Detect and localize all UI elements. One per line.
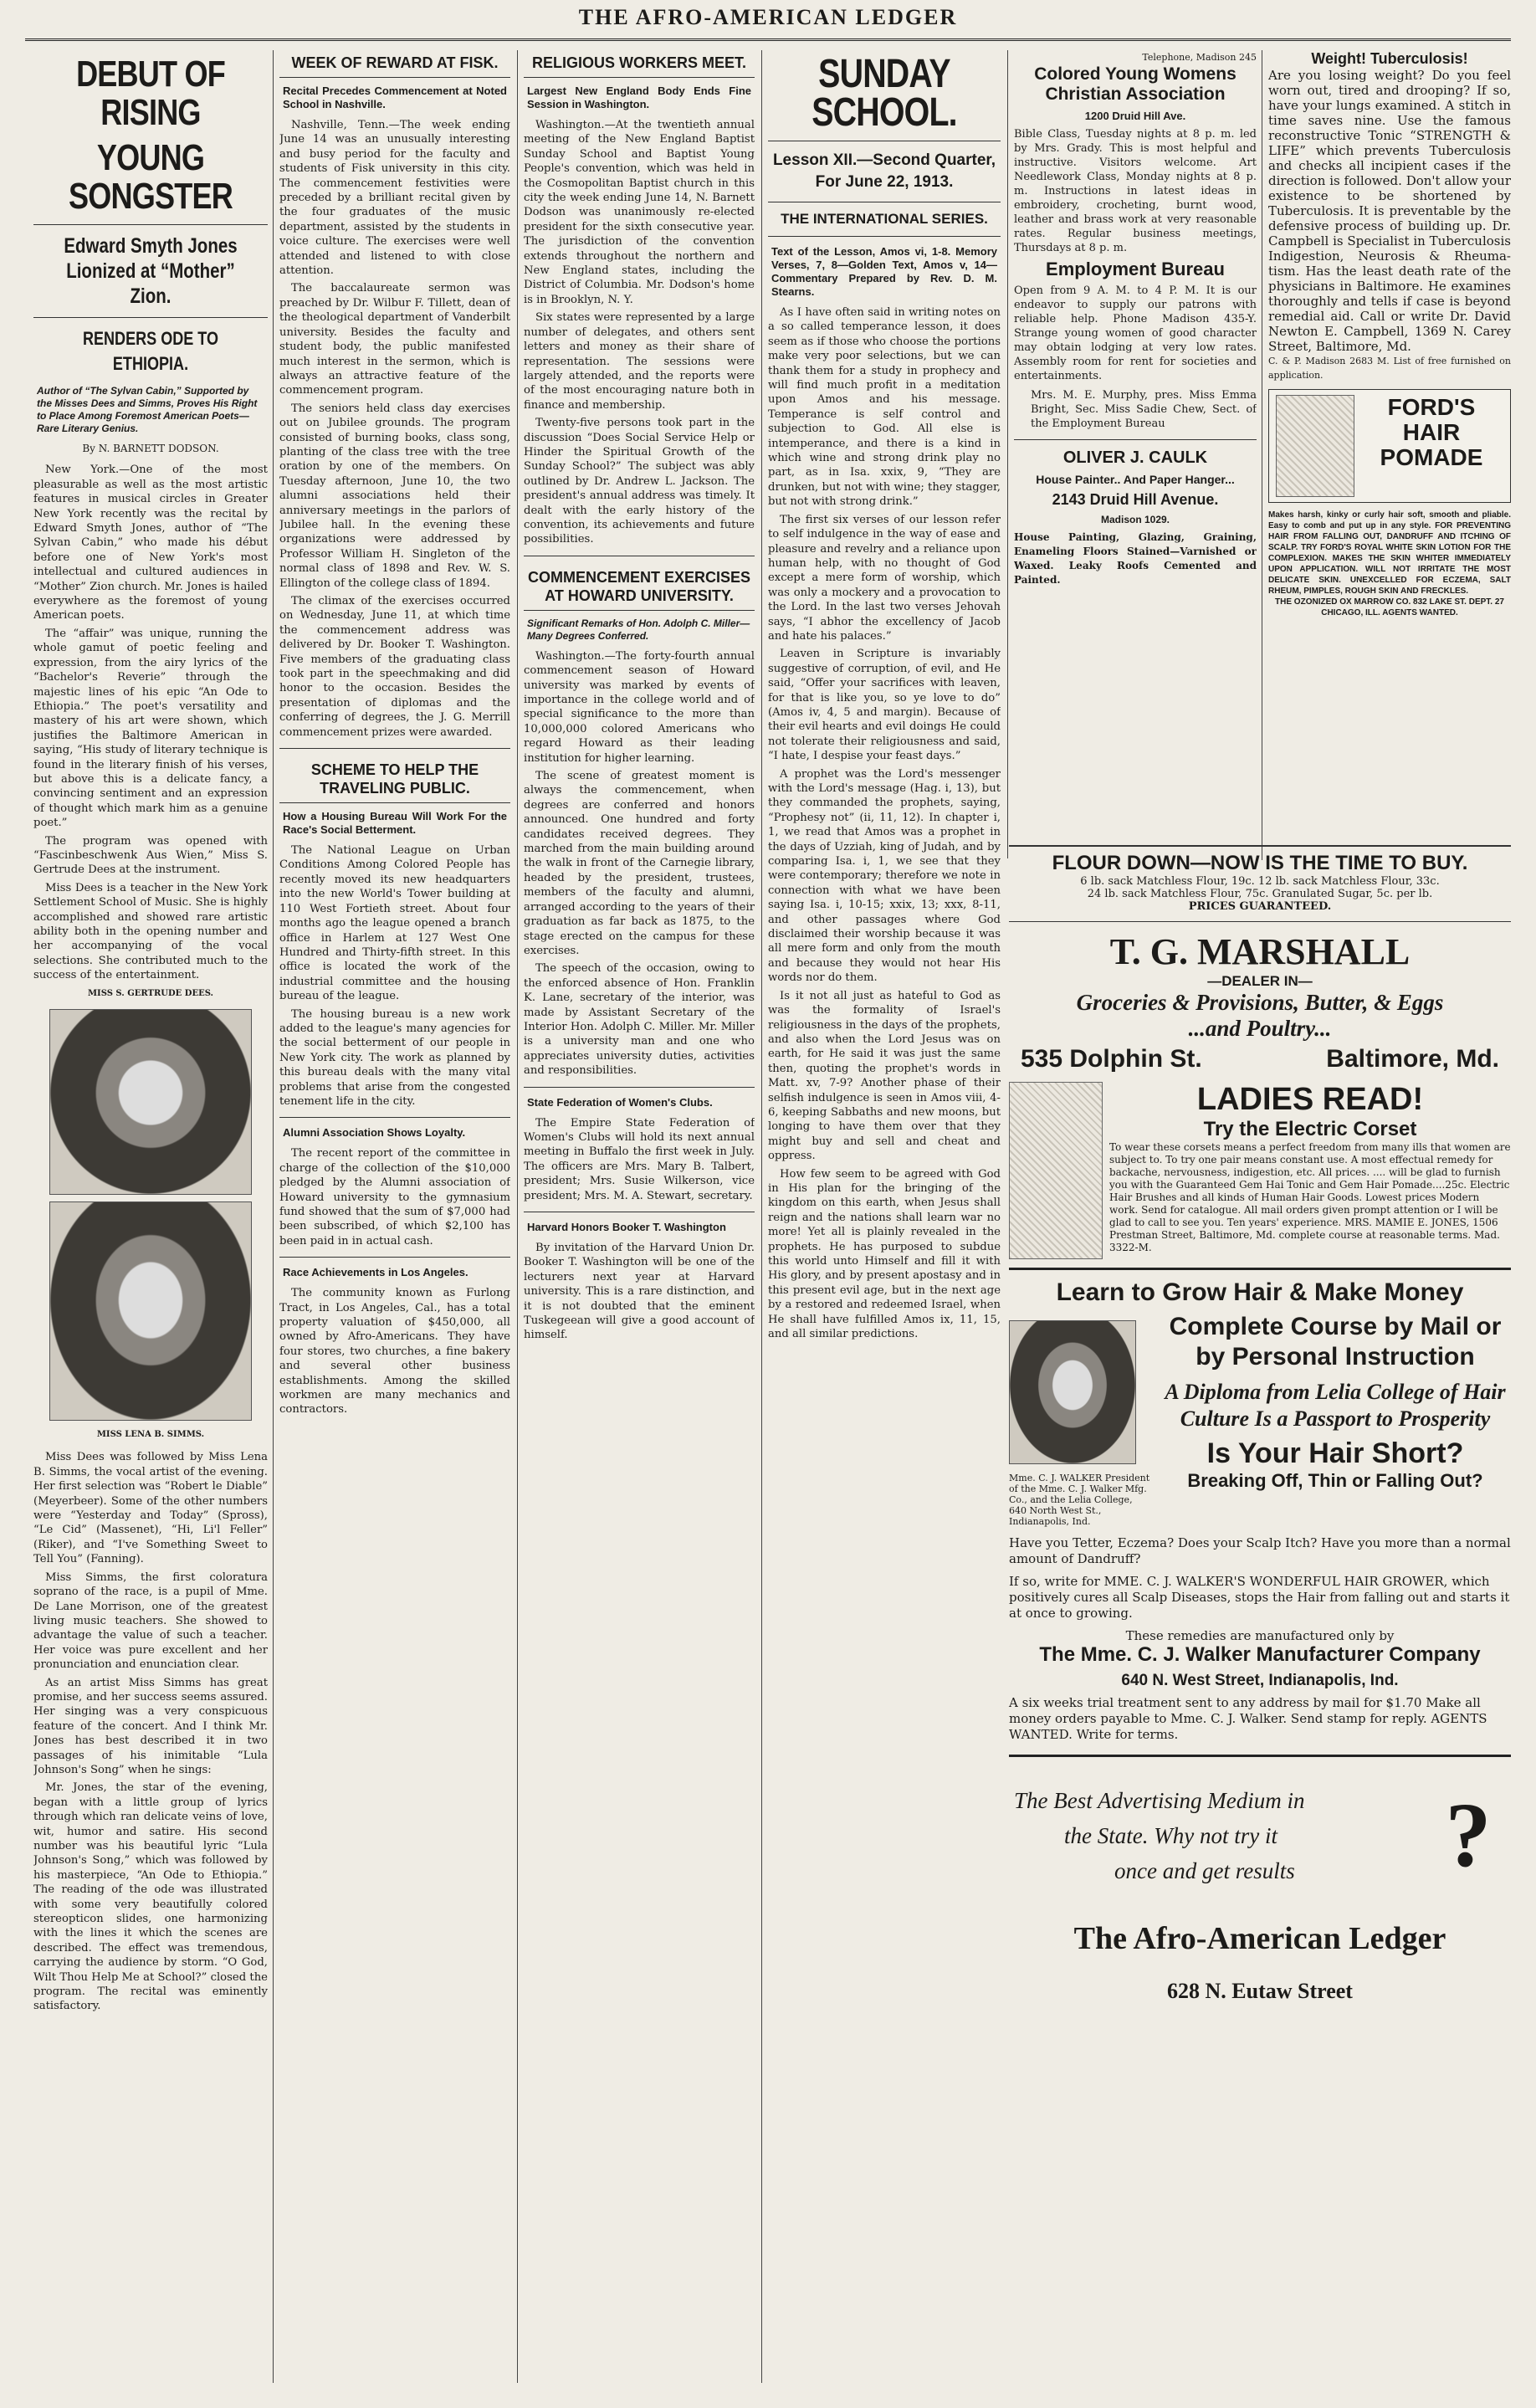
- article-paragraph: New York.—One of the most pleasurable as well as the most artistic features in musical circles in Greater New York recently was the recital by Edward Smyth Jones, author of “The Sylvan Cabin,” who made his début before one of New York's most intellectual and cultured audiences in “Mother” Zion church. Mr. Jones is hailed everywhere as the foremost of young American poets.: [33, 464, 268, 622]
- article-deck: State Federation of Women's Clubs.: [527, 1095, 713, 1109]
- article-paragraph: By invitation of the Harvard Union Dr. Booker T. Washington will be one of the lecturers next year at Harvard university. This is a rare distinction, and it is not doubted that the eminent Tuskegeean will give a good account of himself.: [524, 1242, 755, 1342]
- article-paragraph: Miss Dees was followed by Miss Lena B. Simms, the vocal artist of the evening. Her first selection was “Robert le Diable” (Meyerbeer). Some of the other numbers were “Yesterday and Today” (Spross), “Le Cid” (Massenet), “Hi, Li'l Feller” (Riker), and “I've Something Sweet to Tell You” (Fanning).: [33, 1451, 268, 1566]
- walker-company: The Mme. C. J. Walker Manufacturer Company: [1039, 1643, 1481, 1666]
- article-deck: How a Housing Bureau Will Work For the Race's Social Betterment.: [283, 810, 507, 837]
- advertising-line: once and get results: [1114, 1857, 1295, 1883]
- lesson-line: Lesson XII.—Second Quarter, For June 22, 1913.: [772, 151, 996, 191]
- walker-portrait-photo: [1009, 1320, 1136, 1464]
- walker-course: Complete Course by Mail or by Personal Instruction: [1169, 1313, 1502, 1371]
- marshall-dealer: —DEALER IN—: [1207, 973, 1313, 989]
- ywca-phone: Telephone, Madison 245: [1142, 52, 1257, 63]
- article-paragraph: The program was opened with “Fascinbeschwenk Aus Wien,” Miss S. Gertrude Dees at the instrument.: [33, 834, 268, 877]
- column-5-ads: [1014, 50, 1257, 850]
- headline-religious-workers: RELIGIOUS WORKERS MEET.: [524, 50, 755, 78]
- article-deck: Race Achievements in Los Angeles.: [283, 1266, 468, 1279]
- divider: [279, 1257, 510, 1258]
- caulk-phone: Madison 1029.: [1100, 514, 1170, 526]
- corset-title: LADIES READ!: [1196, 1082, 1424, 1117]
- tuberculosis-title: Weight! Tuberculosis!: [1311, 50, 1468, 67]
- article-paragraph: As an artist Miss Simms has great promise, and her success seems assured. Her singing was a very conspicuous feature of the concert. And I think Mr. Jones has best described it in two passages of his inimitable “Lula Johnson's Song” when he sings:: [33, 1676, 268, 1776]
- advertising-ad: [1009, 1765, 1511, 1905]
- article-paragraph: Washington.—The forty-fourth annual commencement season of Howard university was marked by events of importance in the college world and of special significance to the more than 10,000,000 colored Americans who regard Howard as their leading institution for higher learning.: [524, 649, 755, 765]
- walker-portrait-block: [1009, 1312, 1151, 1527]
- article-paragraph: Mr. Jones, the star of the evening, began with a little group of lyrics through which ran delicate veins of love, wit, humor and satire. His second number was his beautiful lyric “Lula Johnson's Song,” which was followed by his masterpiece, “An Ode to Ethiopia.” The reading of the ode was illustrated with some very beautifully colored stereopticon slides, one harmonizing with the lines it which the scenes are described. The effect was tremendous, carrying the audience by storm. “O God, Wilt Thou Help Me at School?” closed the program. The recital was eminently satisfactory.: [33, 1781, 268, 2013]
- article-paragraph: The housing bureau is a new work added to the league's many agencies for the social betterment of our people in New York city. The work as planned by this bureau deals with the many vital problems that arise from the congested tenement life in the city.: [279, 1007, 510, 1108]
- article-deck: Largest New England Body Ends Fine Session in Washington.: [527, 85, 751, 110]
- divider: [1009, 1755, 1511, 1757]
- marshall-address-row: [1009, 1042, 1511, 1077]
- lesson-text: Text of the Lesson, Amos vi, 1-8. Memory Verses, 7, 8—Golden Text, Amos v, 14—Commentary Prepared by Rev. D. M. Stearns.: [771, 245, 997, 298]
- article-paragraph: The speech of the occasion, owing to the enforced absence of Hon. Franklin K. Lane, secretary of the interior, was made by Assistant Secretary of the Interior Hon. Adolph C. Miller. Mr. Miller is a university man and one who appreciates university duties, activities and responsibilities.: [524, 962, 755, 1078]
- tuberculosis-body: Are you losing weight? Do you feel worn out, tired and drooping? If so, have your lungs examined. A stitch in time saves nine. Use the famous reconstructive Tonic “STRENGTH & LIFE” which prevents Tuberculosis and checks all incipient cases if the direction is followed. Don't allow your existence to be shortened by Tuberculosis. It is preventable by the defensive process of building up. Dr. Campbell is Specialist in Tuberculosis Indigestion, Neurosis & Rheuma-tism. Has the least death rate of the physicians in Baltimore. He examines thoroughly and tells if case is beyond remedial aid. Call or write Dr. David Newton E. Campbell, 1369 N. Carey Street, Baltimore, Md.: [1268, 68, 1511, 354]
- fords-pomade-ad: [1268, 389, 1511, 503]
- headline-fisk: WEEK OF REWARD AT FISK.: [279, 50, 510, 78]
- flour-line: 24 lb. sack Matchless Flour, 75c. Granulated Sugar, 5c. per lb.: [1087, 888, 1433, 900]
- caulk-name: OLIVER J. CAULK: [1062, 448, 1208, 468]
- caulk-body: House Painting, Glazing, Graining, Enameling Floors Stained—Varnished or Waxed. Leaky Roofs Cemented and Painted.: [1014, 531, 1257, 587]
- column-4: [768, 50, 1001, 2388]
- marshall-name: T. G. MARSHALL: [1109, 931, 1411, 972]
- article-paragraph: As I have often said in writing notes on a so called temperance lesson, it does seem as if those who choose the portions make very poor selections, but we can thank them for a study in prophecy and will find much profit in a meditation upon Amos and his message. Temperance is self control and subjection to God. All else is intemperance, and there is a kind in which wine and strong drink play no part, as in Isa. xxix, 9, “They are drunken, but not with wine; they stagger, but not with strong drink.”: [768, 306, 1001, 509]
- fords-body: Makes harsh, kinky or curly hair soft, smooth and pliable. Easy to comb and put up in any style. FOR PREVENTING HAIR FROM FALLING OUT, DANDRUFF AND ITCHING OF SCALP. TRY FORD'S ROYAL WHITE SKIN LOTION FOR THE COMPLEXION. MAKES THE SKIN WHITER IMMEDIATELY UPON APPLICATION. WILL NOT IRRITATE THE MOST DELICATE SKIN. UNEXCELLED FOR ECZEMA, SALT RHEUM, PIMPLES, ROUGH SKIN AND FRECKLES.: [1268, 510, 1511, 596]
- question-mark-glyph: ?: [1445, 1784, 1492, 1886]
- marshall-address: 535 Dolphin St.: [1021, 1045, 1202, 1073]
- article-paragraph: The baccalaureate sermon was preached by Dr. Wilbur F. Tillett, dean of the theological department of Vanderbilt university. Besides the faculty and student body, the public manifested much interest in the sermon, which is always an attractive feature of the commencement program.: [279, 282, 510, 397]
- article-paragraph: The community known as Furlong Tract, in Los Angeles, Cal., has a total property valuation of $450,000, all owned by Afro-Americans. They have four stores, two churches, a fine bakery and several other business establishments. Among the skilled workmen are many mechanics and contractors.: [279, 1287, 510, 1417]
- caulk-trade: House Painter.. And Paper Hanger...: [1036, 473, 1235, 487]
- divider: [524, 1087, 755, 1088]
- walker-if: If so, write for MME. C. J. WALKER'S WONDERFUL HAIR GROWER, which positively cures all Scalp Diseases, stops the Hair from falling out and starts it at once to growing.: [1009, 1574, 1510, 1621]
- article-paragraph: Miss Dees is a teacher in the New York Settlement School of Music. She is highly accomplished and showed rare artistic ability both in the opening number and her accompanying of the vocal selections. She contributed much to the success of the entertainment.: [33, 881, 268, 982]
- corset-ad: [1009, 1082, 1511, 1259]
- flour-title: FLOUR DOWN—NOW IS THE TIME TO BUY.: [1052, 852, 1468, 874]
- headline-howard-commencement: COMMENCEMENT EXERCISES AT HOWARD UNIVERSITY.: [524, 565, 755, 611]
- walker-diploma: A Diploma from Lelia College of Hair Culture Is a Passport to Prosperity: [1165, 1380, 1506, 1431]
- walker-trial: A six weeks trial treatment sent to any address by mail for $1.70 Make all money orders payable to Mme. C. J. Walker. Send stamp for reply. AGENTS WANTED. Write for terms.: [1009, 1695, 1487, 1742]
- fords-title: FORD'S HAIR POMADE: [1380, 394, 1483, 470]
- ywca-address: 1200 Druid Hill Ave.: [1084, 110, 1186, 123]
- article-paragraph: Is it not all just as hateful to God as was the formality of Israel's religiousness in the days of the prophets, and also when the Lord Jesus was on earth, for He said it was just the same then, quoting the prophet's words in Matt. xv, 7-9? Another phase of their selfish indulgence is seen in Amos viii, 4-6, keeping Sabbaths and new moons, but longing to have them over that they might buy and sell and cheat and oppress.: [768, 989, 1001, 1163]
- article-paragraph: Leaven in Scripture is invariably suggestive of corruption, of evil, and He said, “Offer your sacrifices with leaven, for that is like you, so ye love to do” (Amos iv, 4, 5 and margin). Because of their evil hearts and evil doings He could not tolerate their religiousness and said, “I hate, I despise your feast days.”: [768, 648, 1001, 763]
- divider: [279, 1117, 510, 1118]
- fords-maker: THE OZONIZED OX MARROW CO. 832 LAKE ST. DEPT. 27 CHICAGO, ILL. AGENTS WANTED.: [1275, 597, 1504, 617]
- walker-title: Learn to Grow Hair & Make Money: [1056, 1278, 1464, 1306]
- article-deck: Harvard Honors Booker T. Washington: [527, 1221, 726, 1233]
- subheadline-ode: RENDERS ODE TO ETHIOPIA.: [82, 328, 219, 374]
- divider: [1009, 921, 1511, 922]
- ledger-name: The Afro-American Ledger: [1073, 1921, 1446, 1956]
- column-6-ads: [1268, 50, 1511, 850]
- caulk-address: 2143 Druid Hill Avenue.: [1052, 491, 1219, 509]
- article-paragraph: Twenty-five persons took part in the discussion “Does Social Service Help or Hinder the Spiritual Growth of the Sunday School?” The subject was ably outlined by Dr. Andrew L. Jackson. The president's annual address was timely. It dealt with the early history of the convention, its achievements and future possibilities.: [524, 417, 755, 546]
- article-paragraph: The Empire State Federation of Women's Clubs will hold its next annual meeting in Buffalo the first week in July. The officers are Mrs. Mary B. Talbert, president; Mrs. Susie Wilkerson, vice president; Mrs. M. A. Stewart, secretary.: [524, 1116, 755, 1202]
- article-paragraph: The climax of the exercises occurred on Wednesday, June 11, at which time the commencement address was delivered by Dr. Booker T. Washington. Five members of the graduating class took part in the speechmaking and did honor to the occasion. Besides the presentation of diplomas and the conferring of degrees, the J. G. Merrill commencement prizes were awarded.: [279, 595, 510, 739]
- masthead: THE AFRO-AMERICAN LEDGER: [25, 5, 1511, 41]
- column-2: [279, 50, 510, 2388]
- column-rule: [517, 50, 518, 2383]
- byline: By N. BARNETT DODSON.: [82, 443, 219, 454]
- article-paragraph: How few seem to be agreed with God in His plan for the bringing of the kingdom on this earth, when Jesus shall reign and the nations shall learn war no more! Yet all is plainly revealed in the prophets. He has purposed to subdue this world unto Himself and fill it with His glory, and by present apostasy and in this present evil age, but in the next age by a restored and redeemed Israel, when He shall have fulfilled Amos ix, 11, 15, and all similar predictions.: [768, 1167, 1001, 1341]
- article-deck: Author of “The Sylvan Cabin,” Supported by the Misses Dees and Simms, Proves His Right to Place Among Foremost American Poets—Rare Literary Genius.: [37, 385, 258, 434]
- flour-guarantee: PRICES GUARANTEED.: [1188, 900, 1332, 913]
- wide-ads-block: [1009, 845, 1511, 2385]
- divider: [33, 224, 268, 225]
- article-paragraph: The “affair” was unique, running the whole gamut of poetic feeling and expression, from the airy lyrics of the “Bachelor's Reverie” through the majestic lines of his epic “An Ode to Ethiopia.” The poet's versatility and mastery of his art were shown, which justifies the Baltimore American in saying, “His study of literary technique is found in the literary finish of his verses, but above this is a delicate fancy, a convincing sentiment and an expression of thought which mark him as a genuine poet.”: [33, 627, 268, 830]
- corset-subtitle: Try the Electric Corset: [1203, 1118, 1417, 1140]
- ywca-title: Colored Young Womens Christian Association: [1034, 64, 1236, 105]
- walker-ad: [1009, 1312, 1511, 1527]
- article-paragraph: A prophet was the Lord's messenger with the Lord's message (Hag. i, 13), but they commanded the prophets, saying, “Prophesy not” (ii, 11, 12). In chapter i, 1, we read that Amos was a prophet in the days of Uzziah, king of Judah, and by comparing Isa. i, 1, we see that they were contemporary; therefore we note in connection with what we have been saying Isa. i, 10-15; xxix, 13; xxx, 8-11, and other passages where God disclaimed their worship because it was all mere form and only from the mouth and because they would not hear His words nor do them.: [768, 767, 1001, 985]
- headline-songster: YOUNG SONGSTER: [69, 137, 233, 217]
- marshall-city: Baltimore, Md.: [1326, 1045, 1499, 1073]
- walker-made: These remedies are manufactured only by: [1125, 1628, 1395, 1643]
- walker-caption: Mme. C. J. WALKER President of the Mme. C. J. Walker Mfg. Co., and the Lelia College, 640 North West St., Indianapolis, Ind.: [1009, 1473, 1150, 1527]
- marshall-goods: Groceries & Provisions, Butter, & Eggs: [1076, 990, 1444, 1015]
- article-paragraph: The seniors held class day exercises out on Jubilee grounds. The program consisted of burning books, class song, planting of the class tree with the tree oration by one of the members. On Tuesday afternoon, June 10, the two alumni associations held their anniversary meetings in the parlors of Jubilee hall. In the evening these organizations were addressed by Professor William H. Singleton of the normal class of 1898 and Rev. W. S. Ellington of the college class of 1894.: [279, 402, 510, 590]
- headline-sunday-school: SUNDAY SCHOOL.: [812, 52, 957, 135]
- advertising-line: The Best Advertising Medium in: [1014, 1787, 1305, 1813]
- article-paragraph: The recent report of the committee in charge of the collection of the $10,000 pledged by the Alumni association of Howard university to the gymnasium fund showed that the sum of $7,000 had been subscribed, of which $2,100 has been paid in in actual cash.: [279, 1147, 510, 1248]
- marshall-poultry: ...and Poultry...: [1188, 1016, 1332, 1041]
- woman-portrait-illustration: [1276, 395, 1354, 497]
- ywca-officers: Mrs. M. E. Murphy, pres. Miss Emma Bright, Sec. Miss Sadie Chew, Sect. of the Employment Bureau: [1031, 389, 1257, 431]
- photo-caption: MISS LENA B. SIMMS.: [96, 1430, 205, 1440]
- corset-body: To wear these corsets means a perfect freedom from many ills that women are subject to. To try one pair means constant use. A most effectual remedy for backache, nervousness, indigestion, etc. All prices. .... will be glad to furnish you with the Guaranteed Gem Hai Tonic and Gem Hair Pomade....25c. Electric Hair Brushes and all kinds of Human Hair Goods. Lowest prices Modern work. Send for catalogue. All mail orders given prompt attention or I will be glad to call to see you. Ten years' experience. MRS. MAMIE E. JONES, 1506 Prestman Street, Baltimore, Md. complete course at reasonable terms. Mad. 3322-M.: [1109, 1141, 1511, 1253]
- photo-caption: MISS S. GERTRUDE DEES.: [87, 988, 214, 998]
- divider: [768, 236, 1001, 237]
- column-rule: [273, 50, 274, 2383]
- headline-traveling-public: SCHEME TO HELP THE TRAVELING PUBLIC.: [279, 757, 510, 803]
- flour-line: 6 lb. sack Matchless Flour, 19c. 12 lb. sack Matchless Flour, 33c.: [1080, 875, 1440, 888]
- divider: [1014, 439, 1257, 440]
- subheadline-jones: Edward Smyth Jones Lionized at “Mother” Zion.: [64, 234, 238, 308]
- walker-breaking: Breaking Off, Thin or Falling Out?: [1187, 1470, 1483, 1491]
- column-rule: [761, 50, 762, 2383]
- portrait-photo-dees: [49, 1009, 252, 1195]
- series-line: THE INTERNATIONAL SERIES.: [781, 211, 988, 227]
- portrait-photo-simms: [49, 1201, 252, 1421]
- article-paragraph: Six states were represented by a large number of delegates, and others sent letters and money as their share of representation. The sessions were largely attended, and the reports were of the most encouraging nature both in finance and membership.: [524, 311, 755, 412]
- divider: [279, 748, 510, 749]
- employment-bureau-title: Employment Bureau: [1046, 259, 1225, 280]
- walker-question: Have you Tetter, Eczema? Does your Scalp Itch? Have you more than a normal amount of Dandruff?: [1009, 1535, 1511, 1566]
- tuberculosis-phone: C. & P. Madison 2683 M. List of free furnished on application.: [1268, 356, 1511, 381]
- ledger-address: 628 N. Eutaw Street: [1167, 1979, 1353, 2003]
- walker-short-hair: Is Your Hair Short?: [1206, 1437, 1464, 1469]
- headline-debut: DEBUT OF RISING: [76, 54, 225, 133]
- divider: [33, 317, 268, 318]
- column-3: [524, 50, 755, 2388]
- article-paragraph: Miss Simms, the first coloratura soprano of the race, is a pupil of Mme. De Lane Morrison, one of the greatest living music teachers. She showed to advantage the value of such a teacher. Her voice was pure excellent and her pronunciation and enunciation clear.: [33, 1570, 268, 1672]
- ywca-body: Bible Class, Tuesday nights at 8 p. m. led by Mrs. Grady. This is most helpful and instructive. Visitors welcome. Art Needlework Class, Monday nights at 8 p. m. Instructions in latest ideas in embroidery, crocheting, burnt wood, leather and brass work at very reasonable rates. Regular business meetings, Thursdays at 8 p. m.: [1014, 128, 1257, 255]
- article-deck: Alumni Association Shows Loyalty.: [283, 1126, 466, 1140]
- article-deck: Recital Precedes Commencement at Noted School in Nashville.: [283, 85, 507, 110]
- walker-address: 640 N. West Street, Indianapolis, Ind.: [1121, 1672, 1399, 1689]
- article-paragraph: The scene of greatest moment is always the commencement, when degrees are conferred and honors announced. One hundred and forty candidates received degrees. They marched from the main building around the walk in front of the Carnegie library, headed by the president, trustees, members of the faculty and alumni, arranged according to the years of their graduation as far back as 1875, to the stage erected on the campus for these exercises.: [524, 770, 755, 957]
- divider: [1009, 1268, 1511, 1270]
- employment-bureau-body: Open from 9 A. M. to 4 P. M. It is our endeavor to supply our patrons with reliable help. Phone Madison 435-Y. Strange young women of good character may obtain lodging at very low rates. Assembly room for rent for societies and entertainments.: [1014, 284, 1257, 383]
- article-paragraph: The first six verses of our lesson refer to self indulgence in the way of ease and pleasure and revelry and a reliance upon human help, with no thought of God except a mere form of worship, which was only a mockery and a provocation to the Lord. In the last two verses Jehovah says, “I abhor the excellency of Jacob and hate his palaces.”: [768, 513, 1001, 643]
- column-1: [33, 50, 268, 2388]
- article-deck: Significant Remarks of Hon. Adolph C. Miller—Many Degrees Conferred.: [527, 617, 750, 642]
- advertising-line: the State. Why not try it: [1064, 1822, 1277, 1848]
- article-paragraph: The National League on Urban Conditions Among Colored People has recently moved its new headquarters into the new World's Tower building at 110 West Fortieth street. About four months ago the league opened a branch office in Harlem at 127 West One Hundred and Thirty-fifth street. In this office is located the work of the industrial committee and the housing bureau of the league.: [279, 844, 510, 1003]
- corset-illustration: [1009, 1082, 1103, 1259]
- article-paragraph: Washington.—At the twentieth annual meeting of the New England Baptist Sunday School and Baptist Young People's convention, which was held in the Cosmopolitan Baptist church in this city the week ending June 14, N. Barnett Dodson was unanimously re-elected president for the sixth consecutive year. The jurisdiction of the convention extends throughout the northern and New England states, including the District of Columbia. Mr. Dodson's home is in Brooklyn, N. Y.: [524, 119, 755, 306]
- article-paragraph: Nashville, Tenn.—The week ending June 14 was an unusually interesting and busy period for the faculty and students of Fisk university in this city. The commencement festivities were preceded by a brilliant recital given by the four graduates of the music department, assisted by the students in voice culture. The exercises were well attended and listened to with close attention.: [279, 119, 510, 278]
- advertising-text: [1014, 1783, 1431, 1888]
- column-rule: [1007, 50, 1008, 858]
